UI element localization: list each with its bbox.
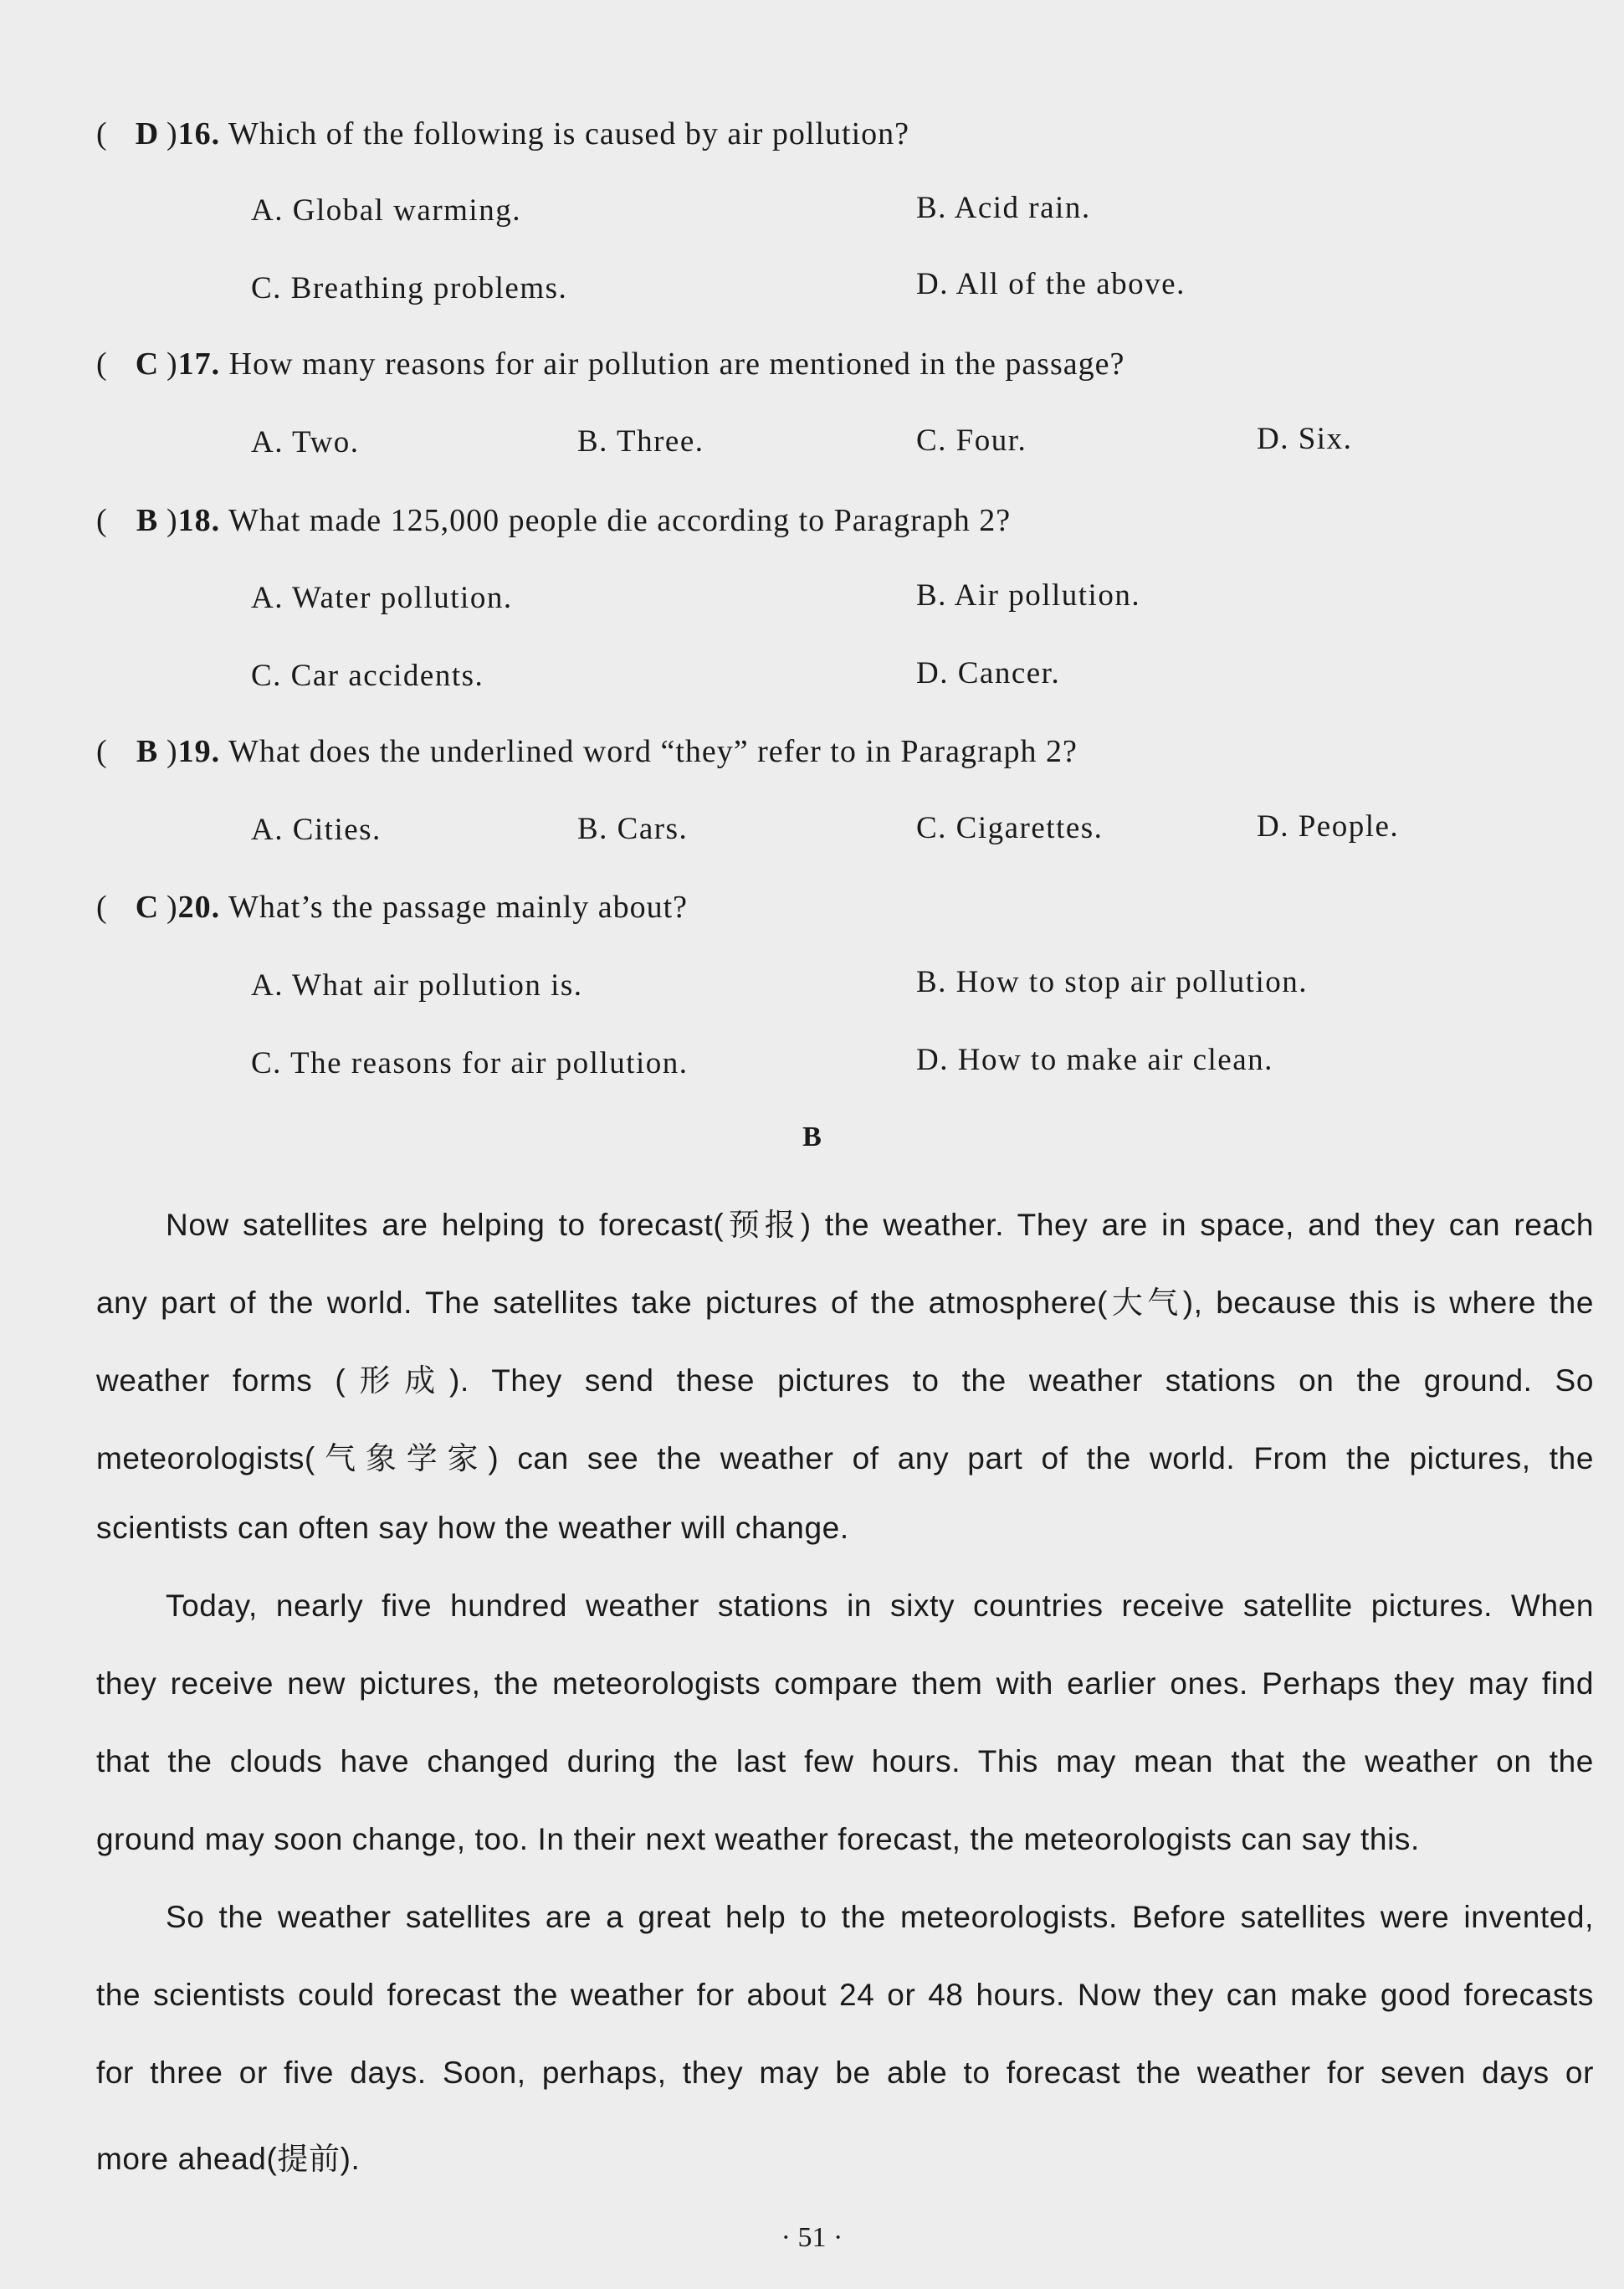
question-20: ( C )20. What’s the passage mainly about? (96, 890, 689, 925)
question-17: ( C )17. How many reasons for air pollution are mentioned in the passage? (96, 346, 1125, 382)
option-b: B. How to stop air pollution. (916, 965, 1308, 999)
option-d: D. Cancer. (916, 656, 1061, 690)
option-c: C. Cigarettes. (916, 811, 1104, 845)
paragraph-line: for three or five days. Soon, perhaps, they may be able to forecast the weather for seven days or (96, 2055, 1594, 2090)
option-c: C. The reasons for air pollution. (251, 1046, 689, 1080)
paragraph-line: weather forms (形成). They send these pictures to the weather stations on the ground. So (96, 1363, 1594, 1398)
answer: C (135, 890, 160, 925)
option-a: A. Two. (251, 425, 360, 459)
paragraph-line: any part of the world. The satellites take pictures of the atmosphere(大气), because this is where the (96, 1286, 1594, 1320)
option-b: B. Three. (577, 424, 704, 459)
question-number: 20. (177, 890, 221, 925)
question-16: ( D )16. Which of the following is caused by air pollution? (96, 116, 910, 151)
option-a: A. What air pollution is. (251, 968, 583, 1003)
option-d: D. People. (1257, 809, 1400, 844)
option-d: D. Six. (1257, 422, 1353, 456)
question-text: Which of the following is caused by air pollution? (228, 116, 910, 151)
section-title: B (802, 1121, 822, 1152)
question-number: 19. (177, 734, 221, 769)
paragraph-line: the scientists could forecast the weather for about 24 or 48 hours. Now they can make good forecasts (96, 1978, 1594, 2012)
question-19: ( B )19. What does the underlined word “they” refer to in Paragraph 2? (96, 734, 1078, 769)
question-number: 18. (177, 503, 221, 538)
paragraph-line: they receive new pictures, the meteorologists compare them with earlier ones. Perhaps they may find (96, 1666, 1594, 1701)
question-text: How many reasons for air pollution are mentioned in the passage? (228, 346, 1125, 382)
paragraph-line: ground may soon change, too. In their next weather forecast, the meteorologists can say this. (96, 1822, 1420, 1856)
answer: B (136, 734, 159, 769)
option-c: C. Car accidents. (251, 659, 484, 693)
page-number: · 51 · (781, 2222, 843, 2253)
paragraph-line: Today, nearly five hundred weather stations in sixty countries receive satellite pictures. When (166, 1588, 1594, 1623)
option-b: B. Air pollution. (916, 578, 1141, 613)
option-d: D. How to make air clean. (916, 1043, 1273, 1077)
option-d: D. All of the above. (916, 267, 1186, 301)
option-b: B. Acid rain. (916, 191, 1091, 225)
paragraph-line: meteorologists(气象学家) can see the weather of any part of the world. From the pictures, the (96, 1441, 1594, 1476)
answer: D (135, 116, 160, 151)
paragraph-line: Now satellites are helping to forecast(预报) the weather. They are in space, and they can reach (166, 1208, 1594, 1242)
option-c: C. Four. (916, 423, 1027, 458)
option-a: A. Cities. (251, 813, 382, 847)
option-b: B. Cars. (577, 812, 689, 846)
paragraph-line: So the weather satellites are a great help to the meteorologists. Before satellites were invented, (166, 1900, 1594, 1934)
answer: B (136, 503, 159, 538)
paragraph-line: scientists can often say how the weather will change. (96, 1511, 849, 1545)
question-text: What’s the passage mainly about? (228, 890, 689, 925)
question-text: What made 125,000 people die according to Paragraph 2? (228, 503, 1012, 538)
option-a: A. Water pollution. (251, 581, 513, 615)
question-number: 17. (177, 346, 221, 382)
question-number: 16. (177, 116, 221, 151)
answer: C (135, 346, 160, 382)
paragraph-line: more ahead(提前). (96, 2142, 361, 2176)
option-a: A. Global warming. (251, 193, 521, 228)
question-text: What does the underlined word “they” refer to in Paragraph 2? (228, 734, 1078, 769)
option-c: C. Breathing problems. (251, 271, 568, 305)
question-18: ( B )18. What made 125,000 people die according to Paragraph 2? (96, 503, 1012, 538)
paragraph-line: that the clouds have changed during the last few hours. This may mean that the weather on the (96, 1744, 1594, 1778)
